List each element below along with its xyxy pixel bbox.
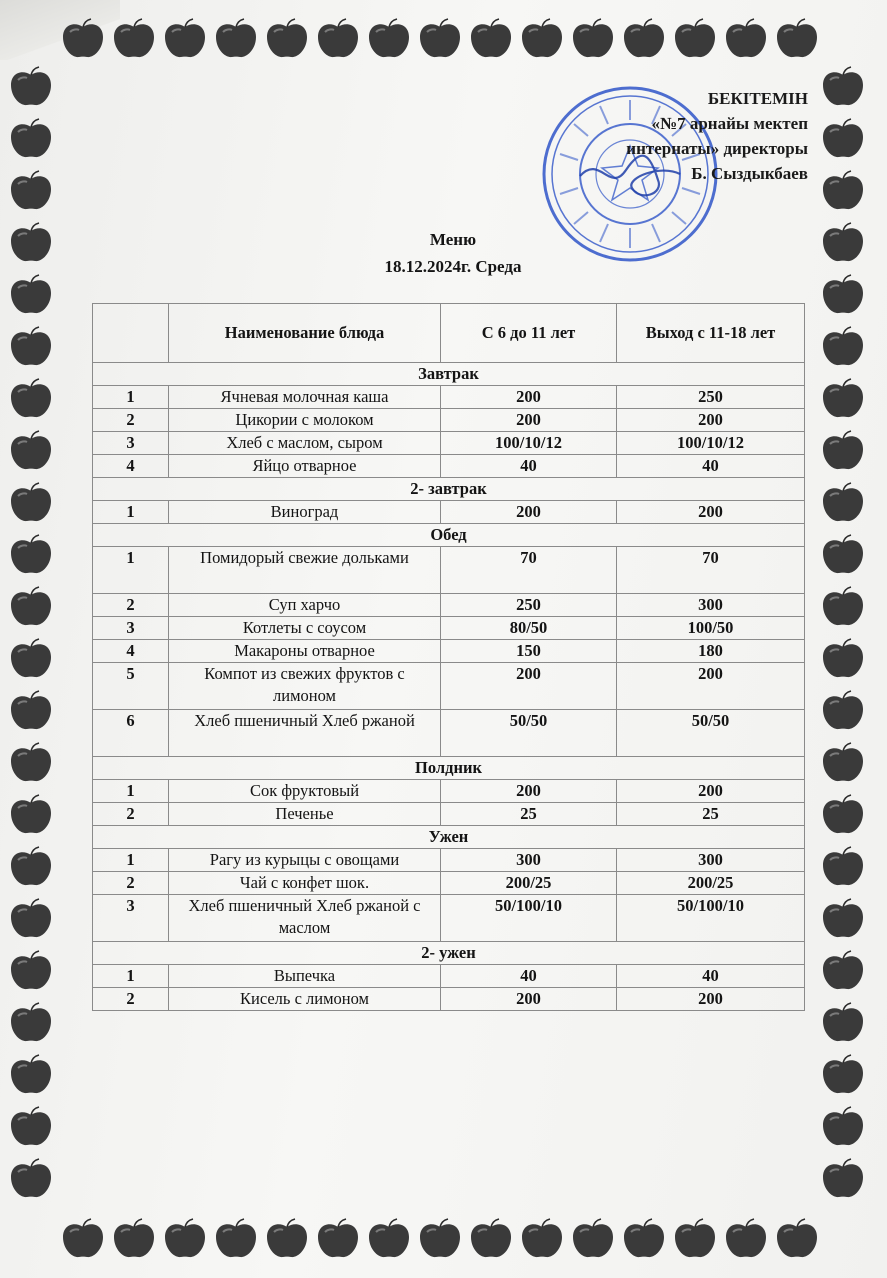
apple-icon <box>820 378 866 420</box>
apple-icon <box>8 326 54 368</box>
meal-section-title: 2- ужен <box>93 942 805 965</box>
apple-icon <box>8 66 54 108</box>
dish-name: Помидорый свежие дольками <box>169 547 441 594</box>
apple-icon <box>820 950 866 992</box>
apple-icon <box>820 222 866 264</box>
apple-icon <box>366 18 412 60</box>
apple-icon <box>417 18 463 60</box>
portion-6-11: 40 <box>441 965 617 988</box>
meal-section-title: Ужен <box>93 826 805 849</box>
dish-name: Сок фруктовый <box>169 780 441 803</box>
portion-11-18: 100/10/12 <box>617 432 805 455</box>
row-number: 1 <box>93 547 169 594</box>
apple-icon <box>8 430 54 472</box>
table-row <box>93 501 805 524</box>
portion-6-11: 200 <box>441 409 617 432</box>
apple-icon <box>820 846 866 888</box>
apple-icon <box>820 170 866 212</box>
menu-table-body <box>93 363 805 1011</box>
portion-11-18: 180 <box>617 640 805 663</box>
portion-6-11: 250 <box>441 594 617 617</box>
table-row <box>93 409 805 432</box>
dish-name: Ячневая молочная каша <box>169 386 441 409</box>
portion-6-11: 50/50 <box>441 710 617 757</box>
approval-position: интернаты» директоры <box>626 139 808 158</box>
portion-11-18: 200 <box>617 663 805 710</box>
apple-icon <box>213 18 259 60</box>
meal-section-title: 2- завтрак <box>93 478 805 501</box>
apple-icon <box>672 18 718 60</box>
apple-icon <box>570 1218 616 1260</box>
apple-icon <box>8 482 54 524</box>
portion-11-18: 100/50 <box>617 617 805 640</box>
apple-icon <box>8 222 54 264</box>
table-row <box>93 386 805 409</box>
apple-icon <box>315 1218 361 1260</box>
dish-name: Кисель с лимоном <box>169 988 441 1011</box>
row-number: 6 <box>93 710 169 757</box>
apple-icon <box>820 1158 866 1200</box>
apple-icon <box>820 742 866 784</box>
dish-name: Цикории с молоком <box>169 409 441 432</box>
apple-icon <box>672 1218 718 1260</box>
table-row <box>93 617 805 640</box>
portion-11-18: 200 <box>617 988 805 1011</box>
apple-icon <box>820 534 866 576</box>
apple-icon <box>820 66 866 108</box>
apple-icon <box>723 18 769 60</box>
meal-section-title: Обед <box>93 524 805 547</box>
apple-icon <box>213 1218 259 1260</box>
dish-name: Компот из свежих фруктов с лимоном <box>169 663 441 710</box>
row-number: 3 <box>93 617 169 640</box>
portion-11-18: 40 <box>617 965 805 988</box>
portion-6-11: 50/100/10 <box>441 895 617 942</box>
table-row <box>93 640 805 663</box>
apple-icon <box>162 18 208 60</box>
table-row <box>93 872 805 895</box>
apple-icon <box>774 1218 820 1260</box>
apple-icon <box>8 170 54 212</box>
approval-block <box>560 86 808 186</box>
portion-6-11: 100/10/12 <box>441 432 617 455</box>
row-number: 1 <box>93 780 169 803</box>
dish-name: Рагу из курыцы с овощами <box>169 849 441 872</box>
row-number: 5 <box>93 663 169 710</box>
approval-heading: БЕКІТЕМІН <box>707 89 808 108</box>
portion-6-11: 200/25 <box>441 872 617 895</box>
portion-11-18: 200 <box>617 409 805 432</box>
table-header-row <box>93 304 805 363</box>
row-number: 3 <box>93 895 169 942</box>
dish-name: Хлеб пшеничный Хлеб ржаной с маслом <box>169 895 441 942</box>
dish-name: Выпечка <box>169 965 441 988</box>
row-number: 4 <box>93 455 169 478</box>
apple-icon <box>820 326 866 368</box>
portion-11-18: 300 <box>617 594 805 617</box>
table-row <box>93 895 805 942</box>
apple-icon <box>820 118 866 160</box>
portion-6-11: 300 <box>441 849 617 872</box>
portion-11-18: 50/100/10 <box>617 895 805 942</box>
portion-6-11: 150 <box>441 640 617 663</box>
table-row <box>93 710 805 757</box>
row-number: 2 <box>93 872 169 895</box>
apple-icon <box>468 18 514 60</box>
row-number: 2 <box>93 803 169 826</box>
dish-name: Чай с конфет шок. <box>169 872 441 895</box>
apple-icon <box>8 742 54 784</box>
row-number: 3 <box>93 432 169 455</box>
apple-icon <box>8 274 54 316</box>
apple-icon <box>315 18 361 60</box>
apple-icon <box>8 1106 54 1148</box>
portion-6-11: 200 <box>441 386 617 409</box>
apple-icon <box>8 534 54 576</box>
dish-name: Виноград <box>169 501 441 524</box>
portion-6-11: 70 <box>441 547 617 594</box>
apple-icon <box>621 1218 667 1260</box>
apple-icon <box>8 1054 54 1096</box>
portion-6-11: 200 <box>441 501 617 524</box>
apple-icon <box>723 1218 769 1260</box>
apple-icon <box>8 586 54 628</box>
apple-icon <box>111 1218 157 1260</box>
column-header-age-11-18: Выход с 11-18 лет <box>617 304 805 363</box>
meal-section-row <box>93 363 805 386</box>
apple-icon <box>60 1218 106 1260</box>
portion-6-11: 200 <box>441 988 617 1011</box>
table-row <box>93 965 805 988</box>
table-row <box>93 547 805 594</box>
portion-6-11: 25 <box>441 803 617 826</box>
menu-title: Меню <box>429 230 477 249</box>
table-row <box>93 594 805 617</box>
portion-11-18: 70 <box>617 547 805 594</box>
portion-11-18: 200 <box>617 780 805 803</box>
apple-icon <box>366 1218 412 1260</box>
row-number: 2 <box>93 409 169 432</box>
menu-table <box>92 303 805 1011</box>
row-number: 4 <box>93 640 169 663</box>
meal-section-row <box>93 757 805 780</box>
apple-icon <box>820 1106 866 1148</box>
apple-icon <box>820 586 866 628</box>
table-row <box>93 803 805 826</box>
apple-icon <box>774 18 820 60</box>
apple-icon <box>820 794 866 836</box>
dish-name: Котлеты с соусом <box>169 617 441 640</box>
meal-section-title: Завтрак <box>93 363 805 386</box>
dish-name: Хлеб пшеничный Хлеб ржаной <box>169 710 441 757</box>
apple-icon <box>8 846 54 888</box>
meal-section-row <box>93 826 805 849</box>
apple-icon <box>60 18 106 60</box>
apple-icon <box>8 1158 54 1200</box>
column-header-dish: Наименование блюда <box>169 304 441 363</box>
menu-date: 18.12.2024г. Среда <box>384 257 522 276</box>
approval-school: «№7 арнайы мектеп <box>651 114 808 133</box>
menu-heading <box>280 226 626 280</box>
apple-icon <box>820 274 866 316</box>
portion-11-18: 300 <box>617 849 805 872</box>
apple-icon <box>8 118 54 160</box>
row-number: 2 <box>93 988 169 1011</box>
meal-section-title: Полдник <box>93 757 805 780</box>
meal-section-row <box>93 524 805 547</box>
apple-icon <box>570 18 616 60</box>
row-number: 1 <box>93 386 169 409</box>
portion-11-18: 200 <box>617 501 805 524</box>
column-header-number <box>93 304 169 363</box>
apple-icon <box>8 690 54 732</box>
apple-icon <box>8 898 54 940</box>
apple-icon <box>820 482 866 524</box>
apple-icon <box>820 1002 866 1044</box>
apple-icon <box>8 638 54 680</box>
apple-icon <box>820 898 866 940</box>
column-header-age-6-11: С 6 до 11 лет <box>441 304 617 363</box>
apple-icon <box>519 18 565 60</box>
row-number: 1 <box>93 501 169 524</box>
table-row <box>93 849 805 872</box>
dish-name: Печенье <box>169 803 441 826</box>
table-row <box>93 988 805 1011</box>
apple-icon <box>417 1218 463 1260</box>
apple-icon <box>8 794 54 836</box>
portion-11-18: 200/25 <box>617 872 805 895</box>
table-row <box>93 780 805 803</box>
dish-name: Хлеб с маслом, сыром <box>169 432 441 455</box>
apple-icon <box>820 690 866 732</box>
dish-name: Макароны отварное <box>169 640 441 663</box>
portion-11-18: 40 <box>617 455 805 478</box>
table-row <box>93 455 805 478</box>
meal-section-row <box>93 478 805 501</box>
apple-icon <box>8 378 54 420</box>
dish-name: Суп харчо <box>169 594 441 617</box>
apple-icon <box>111 18 157 60</box>
portion-6-11: 200 <box>441 780 617 803</box>
row-number: 2 <box>93 594 169 617</box>
apple-icon <box>519 1218 565 1260</box>
apple-icon <box>820 1054 866 1096</box>
row-number: 1 <box>93 849 169 872</box>
apple-icon <box>8 950 54 992</box>
apple-icon <box>820 430 866 472</box>
meal-section-row <box>93 942 805 965</box>
apple-icon <box>264 1218 310 1260</box>
row-number: 1 <box>93 965 169 988</box>
apple-icon <box>468 1218 514 1260</box>
portion-11-18: 50/50 <box>617 710 805 757</box>
apple-icon <box>264 18 310 60</box>
apple-icon <box>8 1002 54 1044</box>
portion-11-18: 25 <box>617 803 805 826</box>
dish-name: Яйцо отварное <box>169 455 441 478</box>
portion-6-11: 200 <box>441 663 617 710</box>
portion-11-18: 250 <box>617 386 805 409</box>
portion-6-11: 80/50 <box>441 617 617 640</box>
approval-director-name: Б. Сыздыкбаев <box>691 164 808 183</box>
apple-icon <box>162 1218 208 1260</box>
apple-icon <box>621 18 667 60</box>
apple-icon <box>820 638 866 680</box>
portion-6-11: 40 <box>441 455 617 478</box>
table-row <box>93 663 805 710</box>
table-row <box>93 432 805 455</box>
